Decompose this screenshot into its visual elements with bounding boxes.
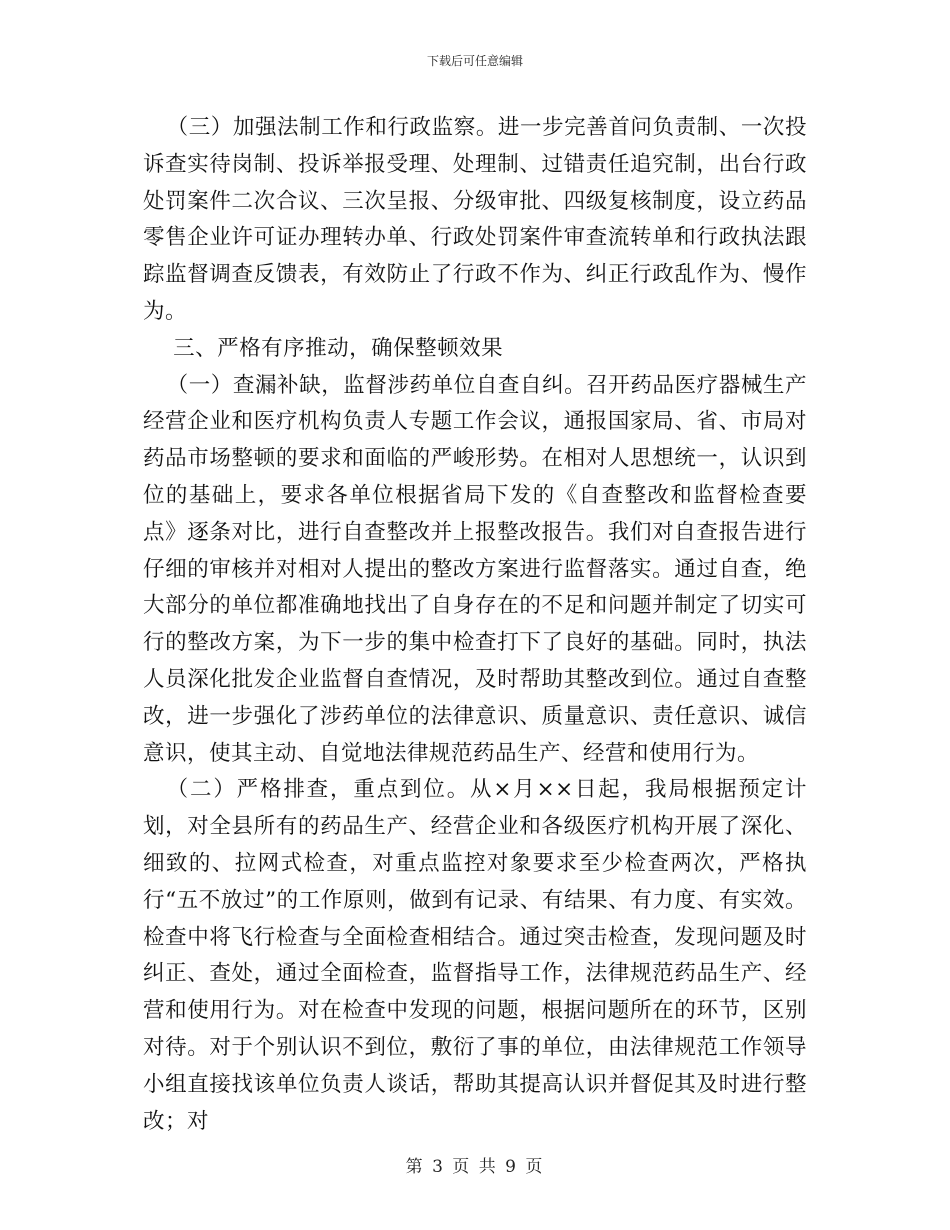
page-header: 下载后可任意编辑 xyxy=(426,54,523,68)
page-number-footer: 第 3 页 共 9 页 xyxy=(405,1157,545,1177)
section-heading-3: 三、严格有序推动，确保整顿效果 xyxy=(173,335,504,361)
document-body xyxy=(143,110,807,1140)
paragraph-strict-inspection: （二）严格排查，重点到位。从×月××日起，我局根据预定计划，对全县所有的药品生产、经营企业和各级医疗机构开展了深化、细致的、拉网式检查，对重点监控对象要求至少检查两次，严格执行“五不放过”的工作原则，做到有记录、有结果、有力度、有实效。检查中将飞行检查与全面检查相结合。通过突击检查，发现问题及时纠正、查处，通过全面检查，监督指导工作，法律规范药品生产、经营和使用行为。对在检查中发现的问题，根据问题所在的环节，区别对待。对于个别认识不到位，敷衍了事的单位，由法律规范工作领导小组直接找该单位负责人谈话，帮助其提高认识并督促其及时进行整改；对 xyxy=(143,777,807,1134)
paragraph-legal-supervision: （三）加强法制工作和行政监察。进一步完善首问负责制、一次投诉查实待岗制、投诉举报受理、处理制、过错责任追究制，出台行政处罚案件二次合议、三次呈报、分级审批、四级复核制度，设立药品零售企业许可证办理转办单、行政处罚案件审查流转单和行政执法跟踪监督调查反馈表，有效防止了行政不作为、纠正行政乱作为、慢作为。 xyxy=(143,115,807,324)
paragraph-self-inspection: （一）查漏补缺，监督涉药单位自查自纠。召开药品医疗器械生产经营企业和医疗机构负责人专题工作会议，通报国家局、省、市局对药品市场整顿的要求和面临的严峻形势。在相对人思想统一，认识到位的基础上，要求各单位根据省局下发的《自查整改和监督检查要点》逐条对比，进行自查整改并上报整改报告。我们对自查报告进行仔细的审核并对相对人提出的整改方案进行监督落实。通过自查，绝大部分的单位都准确地找出了自身存在的不足和问题并制定了切实可行的整改方案，为下一步的集中检查打下了良好的基础。同时，执法人员深化批发企业监督自查情况，及时帮助其整改到位。通过自查整改，进一步强化了涉药单位的法律意识、质量意识、责任意识、诚信意识，使其主动、自觉地法律规范药品生产、经营和使用行为。 xyxy=(143,372,807,766)
